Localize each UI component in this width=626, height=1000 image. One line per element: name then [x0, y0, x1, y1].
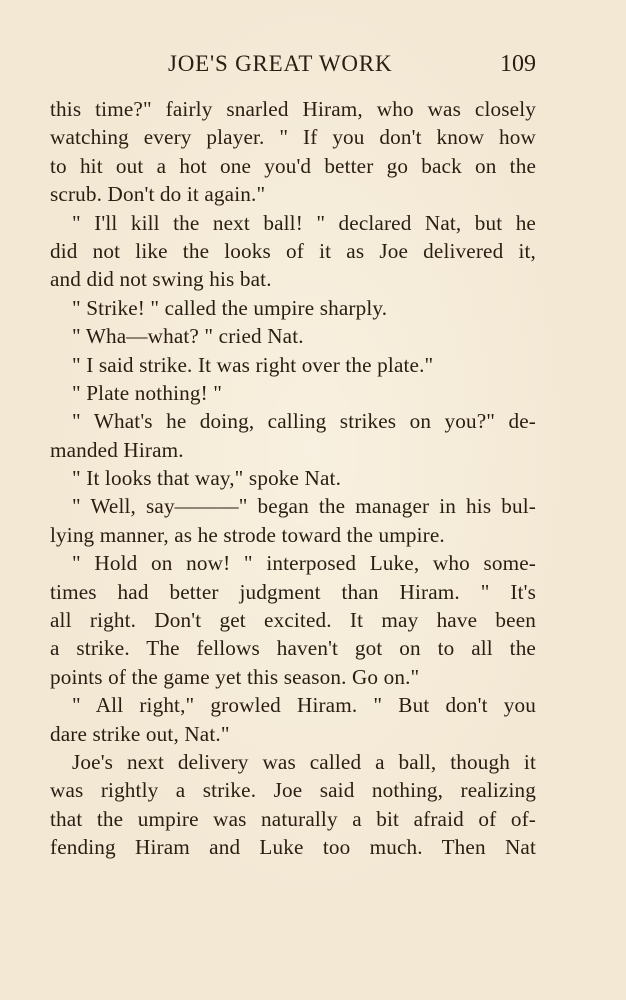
text-line: lying manner, as he strode toward the umpire. [50, 522, 445, 547]
text-line: scrub. Don't do it again." [50, 182, 266, 207]
text-line: " I'll kill the next ball! " declared Nat, but he [72, 210, 536, 235]
text-line: " Strike! " called the umpire sharply. [72, 295, 388, 320]
text-line: watching every player. " If you don't know how [50, 125, 536, 150]
text-line: " Plate nothing! " [72, 380, 223, 405]
text-line: to hit out a hot one you'd better go back on the [50, 153, 536, 178]
text-line: was rightly a strike. Joe said nothing, realizing [50, 778, 536, 803]
text-line: manded Hiram. [50, 437, 184, 462]
text-line: that the umpire was naturally a bit afraid of of- [50, 806, 536, 831]
text-line: " Wha—what? " cried Nat. [72, 324, 304, 349]
text-line: points of the game yet this season. Go on." [50, 664, 420, 689]
text-line: did not like the looks of it as Joe delivered it, [50, 238, 536, 263]
text-line: " Hold on now! " interposed Luke, who some- [72, 551, 536, 576]
text-line: " What's he doing, calling strikes on you?" de- [72, 409, 536, 434]
text-line: " It looks that way," spoke Nat. [72, 466, 342, 491]
text-line: times had better judgment than Hiram. " It's [50, 579, 536, 604]
text-line: " Well, say———" began the manager in his bul- [72, 494, 536, 519]
text-line: Joe's next delivery was called a ball, though it [72, 749, 536, 774]
running-title: JOE'S GREAT WORK [168, 51, 393, 76]
text-line: fending Hiram and Luke too much. Then Nat [50, 835, 536, 860]
text-line: " All right," growled Hiram. " But don't you [72, 693, 536, 718]
text-line: a strike. The fellows haven't got on to all the [50, 636, 536, 661]
text-line: and did not swing his bat. [50, 267, 272, 292]
text-line: dare strike out, Nat." [50, 721, 230, 746]
text-line: " I said strike. It was right over the plate." [72, 352, 434, 377]
page-header [50, 48, 536, 84]
text-line: all right. Don't get excited. It may have been [50, 608, 536, 633]
body-text [50, 95, 536, 862]
text-line: this time?" fairly snarled Hiram, who was closely [50, 97, 536, 121]
page-number: 109 [500, 51, 536, 77]
